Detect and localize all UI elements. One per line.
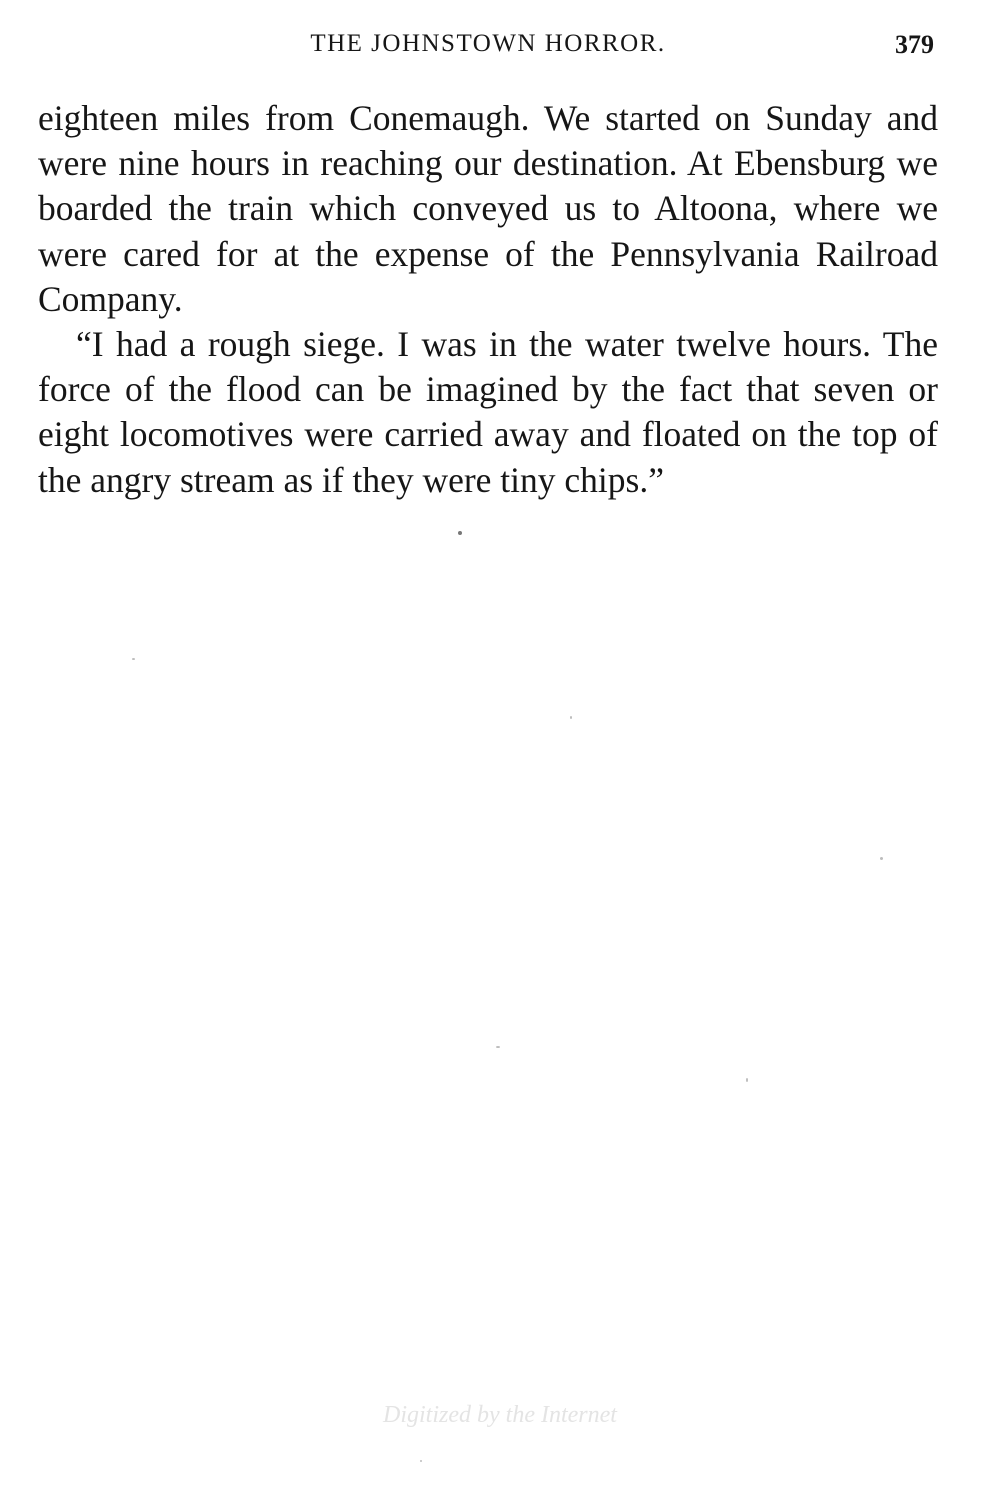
- paragraph-continued: eighteen miles from Conemaugh. We started on Sunday and were nine hours in reaching our destination. At Ebensburg we boarded the train which conveyed us to Altoona, where we were cared for at the expense of the Pennsylvania Railroad Company.: [38, 98, 938, 319]
- scan-speck: [420, 1460, 422, 1462]
- page-header: [38, 30, 938, 66]
- scan-speck: [132, 658, 135, 660]
- scan-speck: [496, 1046, 500, 1048]
- scan-speck: [746, 1078, 748, 1082]
- scan-speck: [570, 716, 572, 719]
- paragraph-quote: “I had a rough siege. I was in the water twelve hours. The force of the flood can be imagined by the fact that seven or eight locomotives were carried away and floated on the top of the angry stream as if they were tiny chips.”: [38, 324, 938, 500]
- scan-speck: [458, 531, 462, 535]
- digitization-watermark: Digitized by the Internet: [383, 1402, 617, 1428]
- scan-speck: [880, 857, 883, 860]
- page-number: 379: [895, 30, 934, 59]
- body-text: [38, 96, 938, 503]
- running-head: THE JOHNSTOWN HORROR.: [310, 30, 666, 57]
